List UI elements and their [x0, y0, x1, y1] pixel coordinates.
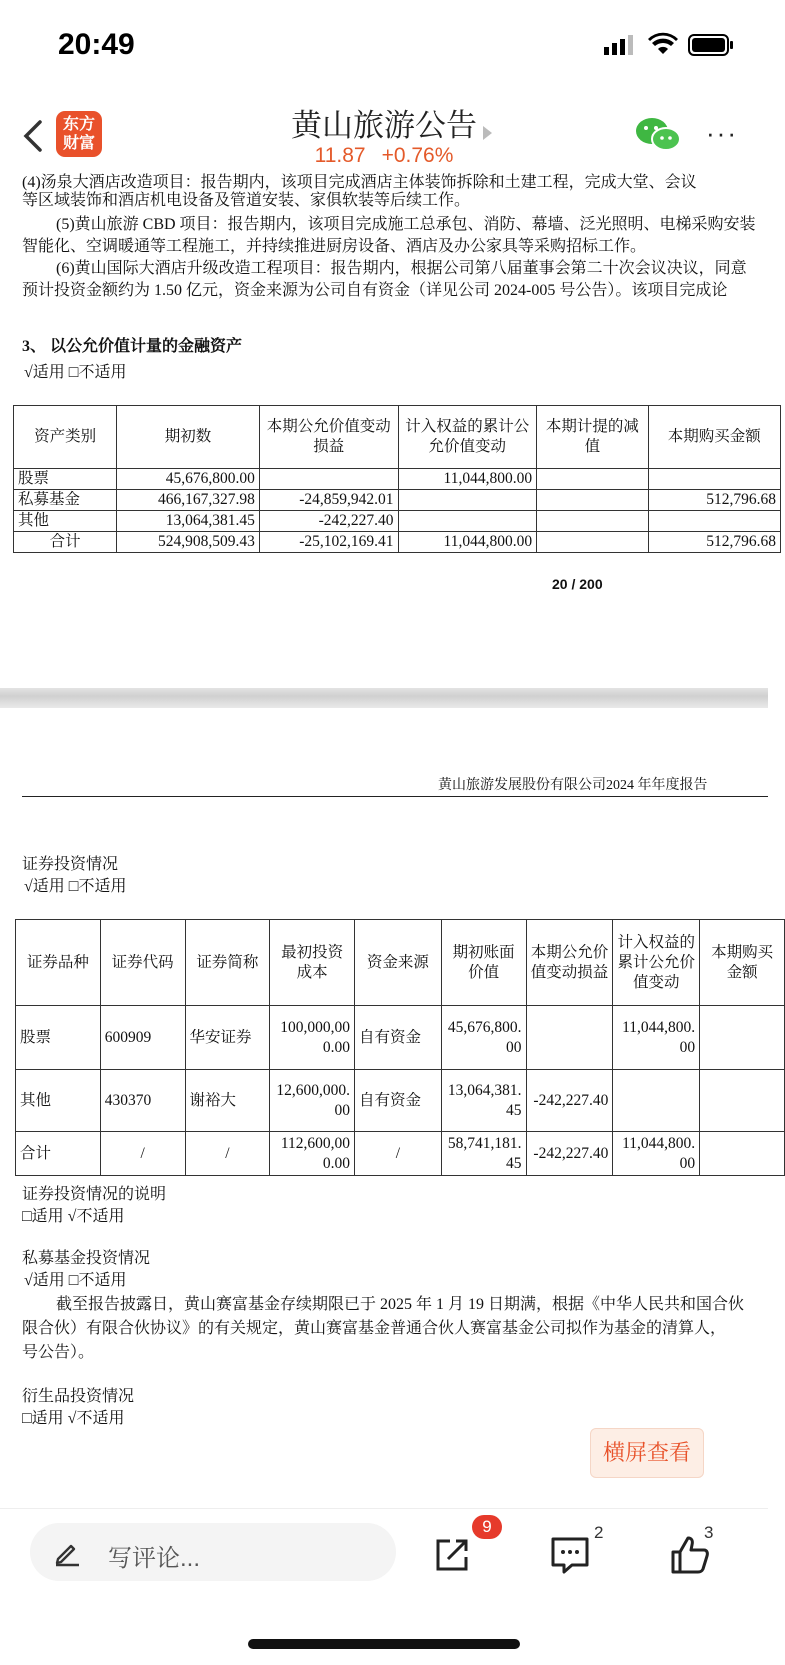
- table-cell: -242,227.40: [526, 1070, 613, 1132]
- table-cell: 自有资金: [355, 1006, 442, 1070]
- table-header: 本期购买金额: [648, 406, 780, 469]
- table-cell: [398, 511, 537, 532]
- table-cell: 11,044,800.00: [613, 1006, 700, 1070]
- doc-line-c1: (6)黄山国际大酒店升级改造工程项目：报告期内，根据公司第八届董事会第二十次会议决议，同意: [56, 260, 747, 277]
- section-heading: 3、 以公允价值计量的金融资产: [22, 338, 243, 355]
- table-header: 证券简称: [185, 920, 270, 1006]
- logo-line2: 财富: [62, 135, 95, 152]
- applicable-note: √适用 □不适用: [24, 364, 127, 381]
- table-cell: 13,064,381.45: [441, 1070, 526, 1132]
- table-cell: /: [185, 1132, 270, 1176]
- table-cell: [537, 469, 649, 490]
- table-cell: 100,000,000.00: [270, 1006, 355, 1070]
- table-header: 期初账面价值: [441, 920, 526, 1006]
- applicable-note: √适用 □不适用: [24, 1272, 127, 1289]
- table-cell: 512,796.68: [648, 532, 780, 553]
- table-cell: 112,600,000.00: [270, 1132, 355, 1176]
- table-cell: 600909: [100, 1006, 185, 1070]
- fair-value-table: [13, 405, 781, 553]
- nav-bar: [0, 96, 768, 180]
- comment-input[interactable]: [30, 1523, 396, 1581]
- section-title-securities: 证券投资情况: [22, 856, 119, 873]
- comment-placeholder: 写评论...: [108, 1545, 201, 1572]
- doc-line-b2: 智能化、空调暖通等工程施工，并持续推进厨房设备、酒店及办公家具等采购招标工作。: [22, 238, 647, 255]
- table-cell: -242,227.40: [526, 1132, 613, 1176]
- page-number: 20 / 200: [552, 576, 603, 592]
- table-cell: /: [355, 1132, 442, 1176]
- table-cell: 45,676,800.00: [441, 1006, 526, 1070]
- table-cell: -24,859,942.01: [259, 490, 398, 511]
- home-indicator: [248, 1639, 520, 1649]
- doc-line-b1: (5)黄山旅游 CBD 项目：报告期内，该项目完成施工总承包、消防、幕墙、泛光照明、电梯采购安装: [56, 216, 756, 233]
- table-header: 计入权益的累计公允价值变动: [398, 406, 537, 469]
- table-cell: [648, 511, 780, 532]
- status-bar: [0, 0, 768, 96]
- table-row: [16, 1006, 785, 1070]
- document-page-2: [0, 708, 774, 1508]
- pe-text-line1: 截至报告披露日，黄山赛富基金存续期限已于 2025 年 1 月 19 日期满，根据《中华人民共和国合伙: [56, 1296, 745, 1313]
- table-cell: 466,167,327.98: [117, 490, 260, 511]
- logo-line1: 东方: [62, 116, 95, 133]
- table-row: [14, 490, 781, 511]
- table-cell: 股票: [16, 1006, 101, 1070]
- desc-title: 证券投资情况的说明: [22, 1186, 167, 1203]
- doc-line-top: (4)汤泉大酒店改造项目：报告期内，该项目完成酒店主体装饰拆除和土建工程，完成大堂、会议: [22, 174, 697, 191]
- table-row: [14, 511, 781, 532]
- table-cell: 私募基金: [14, 490, 117, 511]
- table-header-row: [14, 406, 781, 469]
- doc-line-c2: 预计投资金额约为 1.50 亿元，资金来源为公司自有资金（详见公司 2024-005 号公告）。该项目完成论: [22, 282, 728, 299]
- table-header: 本期公允价值变动损益: [526, 920, 613, 1006]
- table-cell: 430370: [100, 1070, 185, 1132]
- table-cell: [398, 490, 537, 511]
- table-cell: 512,796.68: [648, 490, 780, 511]
- header-rule: [22, 796, 768, 797]
- table-row: [16, 1132, 785, 1176]
- pe-text-line2: 限合伙）有限合伙协议》的有关规定，黄山赛富基金普通合伙人赛富基金公司拟作为基金的清算人，: [22, 1320, 727, 1337]
- pe-title: 私募基金投资情况: [22, 1250, 151, 1267]
- table-header: 本期购买金额: [700, 920, 785, 1006]
- comment-count: 2: [594, 1523, 604, 1542]
- deriv-title: 衍生品投资情况: [22, 1388, 135, 1405]
- stock-price: 11.87: [314, 144, 366, 167]
- table-cell: 自有资金: [355, 1070, 442, 1132]
- applicable-note: □适用 √不适用: [22, 1410, 125, 1427]
- report-header: 黄山旅游发展股份有限公司2024 年年度报告: [438, 778, 708, 793]
- table-cell: 其他: [14, 511, 117, 532]
- table-cell: 12,600,000.00: [270, 1070, 355, 1132]
- table-cell: 合计: [14, 532, 117, 553]
- table-header: 资产类别: [14, 406, 117, 469]
- wechat-share-icon[interactable]: [634, 116, 682, 154]
- table-cell: 13,064,381.45: [117, 511, 260, 532]
- doc-line-a: 等区域装饰和酒店机电设备及管道安装、家俱软装等后续工作。: [22, 192, 471, 209]
- table-cell: 45,676,800.00: [117, 469, 260, 490]
- table-header: 本期计提的减值: [537, 406, 649, 469]
- table-cell: 华安证券: [185, 1006, 270, 1070]
- comment-icon[interactable]: [548, 1533, 592, 1577]
- pe-text-line3: 号公告）。: [22, 1344, 95, 1361]
- status-time: 20:49: [58, 28, 135, 61]
- signal-icon: [604, 35, 638, 55]
- table-cell: 524,908,509.43: [117, 532, 260, 553]
- bottom-bar: [0, 1508, 768, 1665]
- table-cell: [526, 1006, 613, 1070]
- table-cell: 其他: [16, 1070, 101, 1132]
- table-cell: [700, 1132, 785, 1176]
- table-header: 期初数: [117, 406, 260, 469]
- document-page-1: [0, 174, 776, 688]
- table-cell: -25,102,169.41: [259, 532, 398, 553]
- table-cell: -242,227.40: [259, 511, 398, 532]
- table-header: 资金来源: [355, 920, 442, 1006]
- table-cell: [537, 511, 649, 532]
- table-cell: 11,044,800.00: [398, 469, 537, 490]
- share-badge: 9: [472, 1515, 502, 1539]
- table-header: 证券代码: [100, 920, 185, 1006]
- table-header: 最初投资成本: [270, 920, 355, 1006]
- share-icon[interactable]: [430, 1533, 474, 1577]
- table-header-row: [16, 920, 785, 1006]
- table-cell: [537, 532, 649, 553]
- like-count: 3: [704, 1523, 714, 1542]
- quote-arrow-icon[interactable]: [483, 126, 492, 140]
- table-cell: 58,741,181.45: [441, 1132, 526, 1176]
- table-cell: /: [100, 1132, 185, 1176]
- status-icons: [604, 34, 734, 56]
- stock-change: +0.76%: [381, 144, 454, 167]
- table-row: [16, 1070, 785, 1132]
- page-separator: [0, 688, 768, 708]
- table-header: 证券品种: [16, 920, 101, 1006]
- table-cell: [537, 490, 649, 511]
- applicable-note: √适用 □不适用: [24, 878, 127, 895]
- wifi-icon: [648, 34, 678, 56]
- table-cell: 11,044,800.00: [398, 532, 537, 553]
- table-cell: [648, 469, 780, 490]
- landscape-view-button[interactable]: 横屏查看: [590, 1428, 704, 1478]
- table-row: [14, 469, 781, 490]
- table-cell: 谢裕大: [185, 1070, 270, 1132]
- table-cell: [700, 1070, 785, 1132]
- applicable-note: □适用 √不适用: [22, 1208, 125, 1225]
- page-title: 黄山旅游公告: [291, 108, 477, 143]
- table-cell: [613, 1070, 700, 1132]
- securities-table: [15, 919, 785, 1176]
- table-header: 计入权益的累计公允价值变动: [613, 920, 700, 1006]
- table-cell: [259, 469, 398, 490]
- more-menu-icon[interactable]: ···: [706, 118, 738, 148]
- table-cell: 股票: [14, 469, 117, 490]
- pen-icon: [52, 1537, 82, 1567]
- table-header: 本期公允价值变动损益: [259, 406, 398, 469]
- battery-icon: [688, 34, 734, 56]
- table-cell: 11,044,800.00: [613, 1132, 700, 1176]
- table-row: [14, 532, 781, 553]
- table-cell: 合计: [16, 1132, 101, 1176]
- table-cell: [700, 1006, 785, 1070]
